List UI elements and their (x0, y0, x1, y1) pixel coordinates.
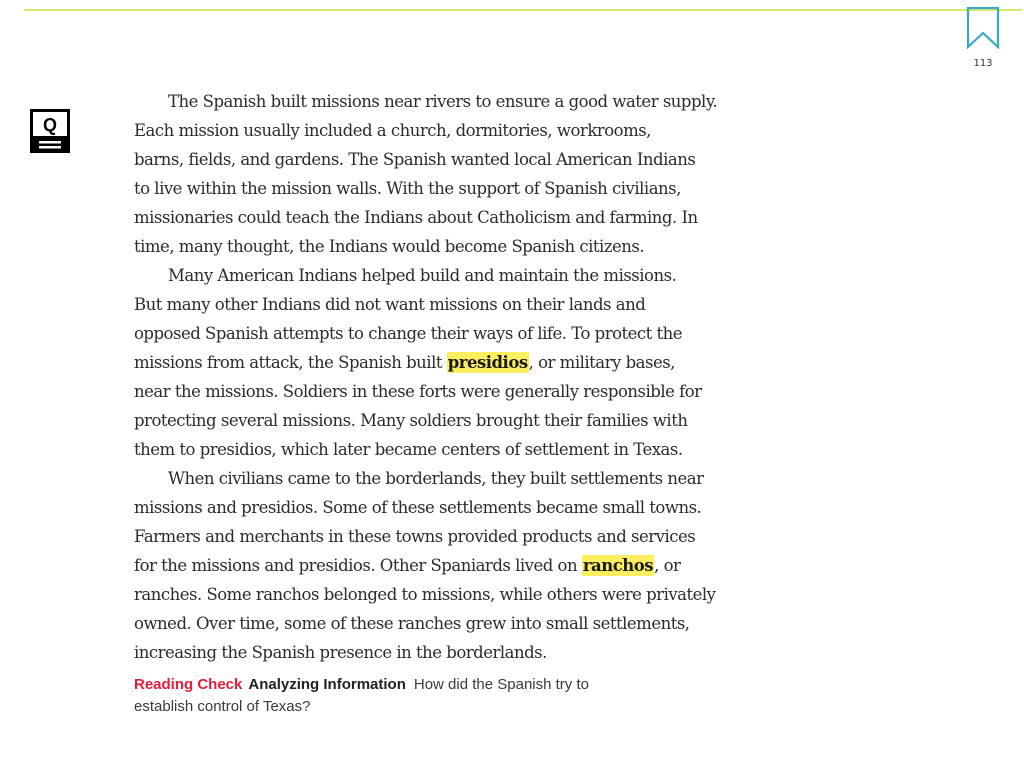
text-line: ranches. Some ranchos belonged to missions, while others were privately (134, 585, 716, 604)
text-line: Many American Indians helped build and maintain the missions. (168, 266, 677, 285)
text-line: missionaries could teach the Indians about Catholicism and farming. In (134, 208, 698, 227)
reading-check-skill: Analyzing Information (248, 676, 406, 693)
key-term-ranchos[interactable]: ranchos (582, 556, 654, 575)
text-line: near the missions. Soldiers in these forts were generally responsible for (134, 382, 702, 401)
text-segment: , or (654, 556, 681, 575)
text-line: missions and presidios. Some of these settlements became small towns. (134, 498, 702, 517)
text-line: barns, fields, and gardens. The Spanish wanted local American Indians (134, 150, 696, 169)
text-line-with-term (134, 348, 694, 377)
paragraph-3 (134, 464, 716, 667)
paragraph-2 (134, 261, 702, 464)
reading-check-label: Reading Check (134, 676, 243, 693)
text-line: time, many thought, the Indians would become Spanish citizens. (134, 237, 645, 256)
page-number: 113 (973, 58, 993, 69)
text-segment: missions from attack, the Spanish built (134, 353, 447, 372)
text-line: opposed Spanish attempts to change their ways of life. To protect the (134, 324, 683, 343)
body-text (134, 87, 718, 667)
reading-check (134, 674, 694, 718)
bookmark-icon[interactable] (966, 7, 1000, 49)
key-term-presidios[interactable]: presidios (447, 353, 528, 372)
text-line: owned. Over time, some of these ranches grew into small settlements, (134, 614, 690, 633)
quiz-icon[interactable] (30, 109, 70, 153)
quiz-letter: Q (42, 115, 58, 135)
reading-check-question-continued: establish control of Texas? (134, 698, 311, 715)
text-line: When civilians came to the borderlands, they built settlements near (168, 469, 704, 488)
text-line: Farmers and merchants in these towns provided products and services (134, 527, 696, 546)
reading-check-question: How did the Spanish try to (413, 676, 589, 693)
top-divider (24, 9, 1022, 11)
text-line: But many other Indians did not want missions on their lands and (134, 295, 646, 314)
text-line-with-term (134, 551, 694, 580)
text-line: The Spanish built missions near rivers to ensure a good water supply. (168, 92, 718, 111)
text-line: protecting several missions. Many soldiers brought their families with (134, 411, 688, 430)
text-line: Each mission usually included a church, dormitories, workrooms, (134, 121, 651, 140)
text-line: them to presidios, which later became centers of settlement in Texas. (134, 440, 683, 459)
paragraph-1 (134, 87, 718, 261)
text-line: increasing the Spanish presence in the borderlands. (134, 643, 547, 662)
reading-check-line-1 (134, 674, 694, 696)
text-segment: for the missions and presidios. Other Spaniards lived on (134, 556, 582, 575)
text-line: to live within the mission walls. With the support of Spanish civilians, (134, 179, 681, 198)
text-segment: , or military bases, (528, 353, 675, 372)
